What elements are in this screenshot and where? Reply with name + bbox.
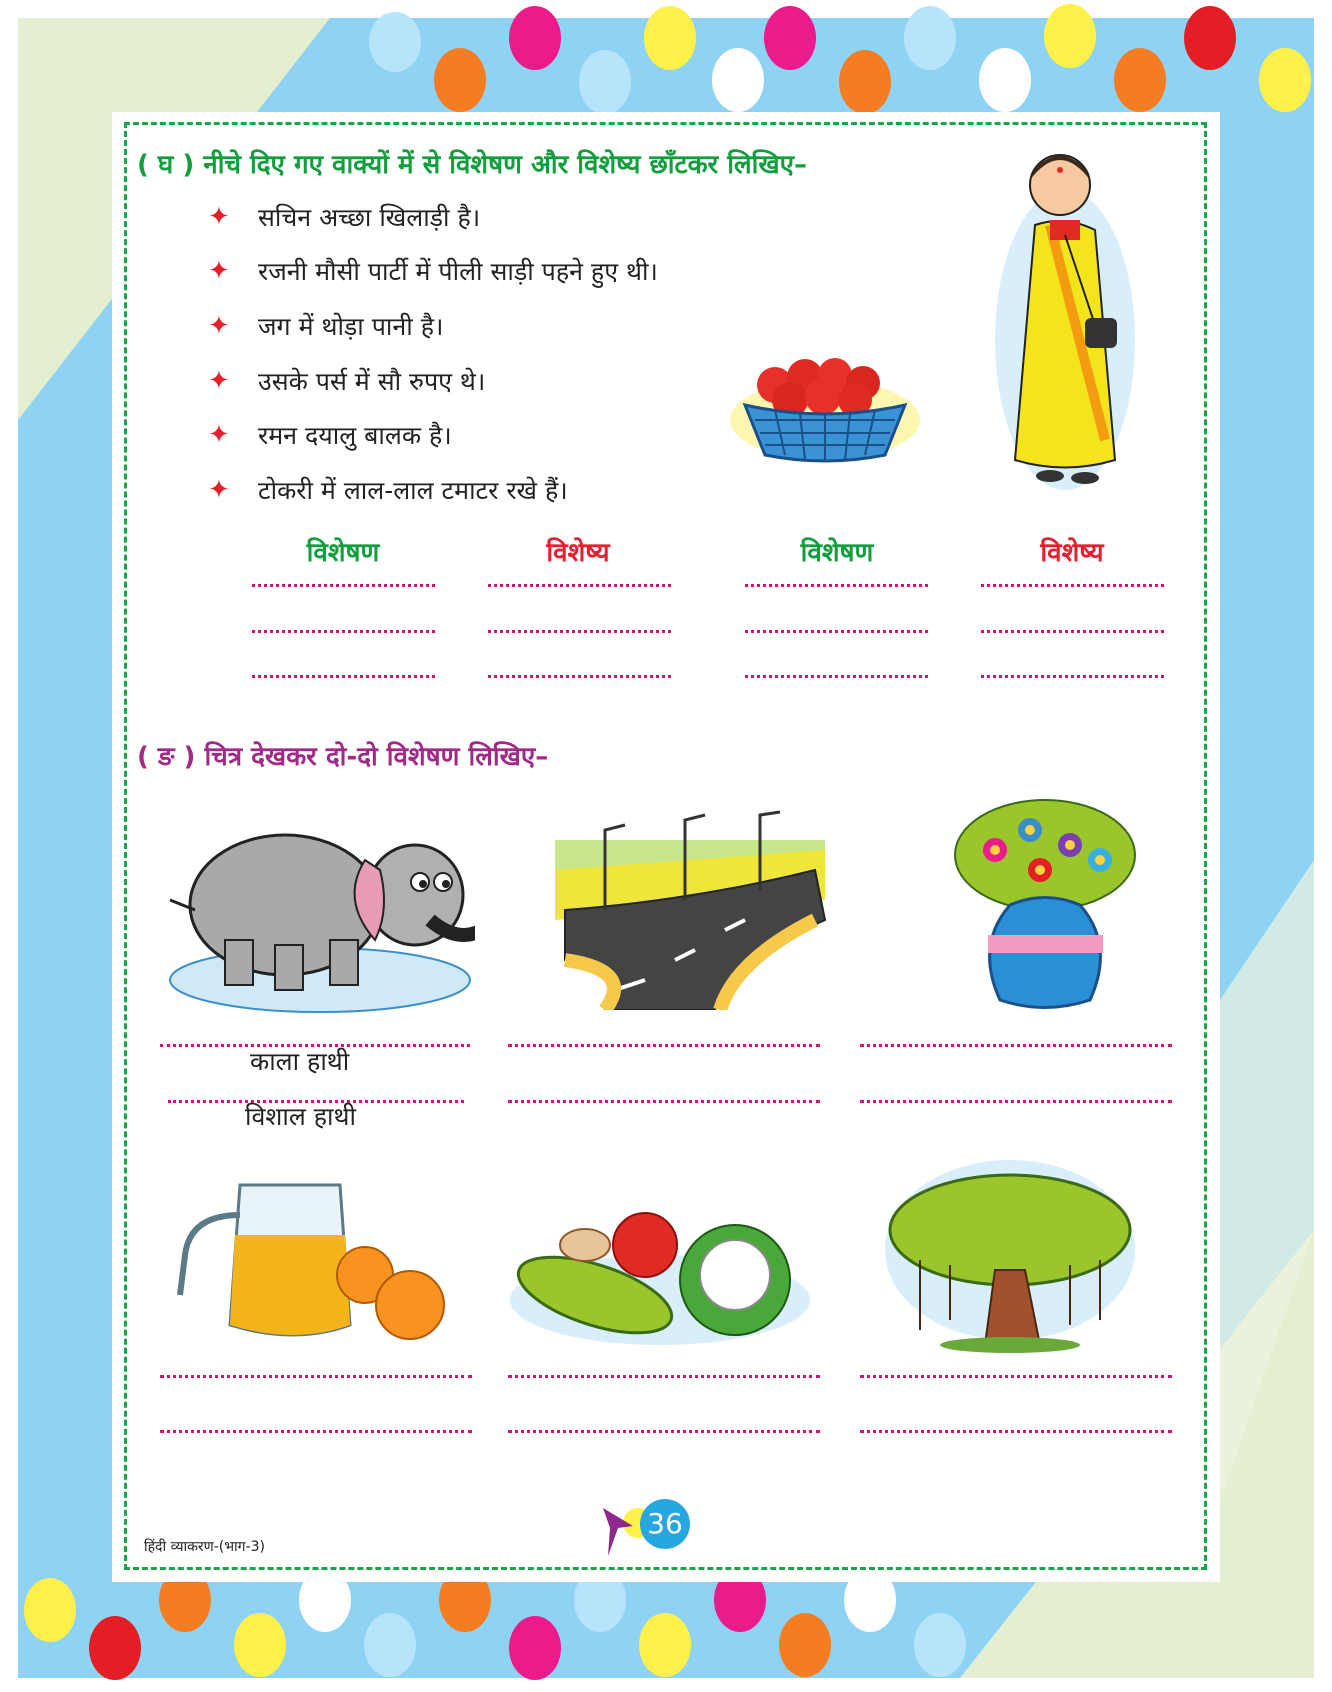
answer-line[interactable] — [508, 1100, 820, 1103]
column-header-visheshya: विशेष्य — [1040, 538, 1104, 568]
example-answer: विशाल हाथी — [245, 1102, 356, 1131]
answer-line[interactable] — [508, 1375, 820, 1378]
answer-line[interactable] — [745, 630, 928, 633]
answer-line[interactable] — [252, 630, 435, 633]
road-image — [545, 810, 835, 1010]
column-header-visheshya: विशेष्य — [546, 538, 610, 568]
answer-line[interactable] — [160, 1375, 472, 1378]
answer-line[interactable] — [508, 1430, 820, 1433]
column-header-visheshan: विशेषण — [800, 538, 874, 568]
answer-line[interactable] — [160, 1430, 472, 1433]
answer-line[interactable] — [981, 630, 1164, 633]
star-bullet-icon: ✦ — [208, 420, 230, 450]
sentence-text: जग में थोड़ा पानी है। — [258, 312, 444, 341]
column-header-visheshan: विशेषण — [306, 538, 380, 568]
answer-line[interactable] — [252, 675, 435, 678]
sentence-item — [208, 254, 658, 288]
answer-line[interactable] — [745, 584, 928, 587]
answer-line[interactable] — [981, 584, 1164, 587]
star-bullet-icon: ✦ — [208, 475, 230, 505]
answer-line[interactable] — [860, 1044, 1172, 1047]
answer-line[interactable] — [860, 1100, 1172, 1103]
answer-line[interactable] — [508, 1044, 820, 1047]
sentence-item — [208, 473, 568, 507]
book-title: हिंदी व्याकरण-(भाग-3) — [144, 1539, 265, 1555]
star-bullet-icon: ✦ — [208, 256, 230, 286]
sentence-text: उसके पर्स में सौ रुपए थे। — [258, 367, 486, 396]
answer-line[interactable] — [252, 584, 435, 587]
answer-line[interactable] — [488, 675, 671, 678]
sentence-text: टोकरी में लाल-लाल टमाटर रखे हैं। — [258, 476, 568, 505]
answer-line[interactable] — [860, 1375, 1172, 1378]
question-nga-heading: ( ङ ) चित्र देखकर दो-दो विशेषण लिखिए– — [137, 742, 549, 772]
sentence-item — [208, 309, 443, 343]
flower-vase-image — [950, 795, 1140, 1025]
star-bullet-icon: ✦ — [208, 202, 230, 232]
sentence-text: रमन दयालु बालक है। — [258, 421, 452, 450]
woman-in-saree-image — [990, 140, 1140, 495]
question-gha-heading: ( घ ) नीचे दिए गए वाक्यों में से विशेषण और विशेष्य छाँटकर लिखिए– — [137, 150, 807, 180]
star-bullet-icon: ✦ — [208, 311, 230, 341]
elephant-image — [165, 810, 475, 1020]
sentence-item — [208, 418, 452, 452]
sentence-item — [208, 200, 480, 234]
answer-line[interactable] — [745, 675, 928, 678]
page-number: 36 — [640, 1499, 690, 1549]
juice-jug-oranges-image — [170, 1175, 470, 1355]
vegetables-image — [510, 1190, 815, 1350]
sentence-text: सचिन अच्छा खिलाड़ी है। — [258, 203, 481, 232]
answer-line[interactable] — [488, 584, 671, 587]
sentence-text: रजनी मौसी पार्टी में पीली साड़ी पहने हुए थी। — [258, 257, 658, 286]
star-bullet-icon: ✦ — [208, 366, 230, 396]
example-answer: काला हाथी — [250, 1047, 350, 1076]
answer-line[interactable] — [860, 1430, 1172, 1433]
answer-line[interactable] — [488, 630, 671, 633]
sentence-item — [208, 364, 485, 398]
tomato-basket-image — [715, 345, 930, 475]
answer-line[interactable] — [981, 675, 1164, 678]
banyan-tree-image — [880, 1160, 1140, 1355]
